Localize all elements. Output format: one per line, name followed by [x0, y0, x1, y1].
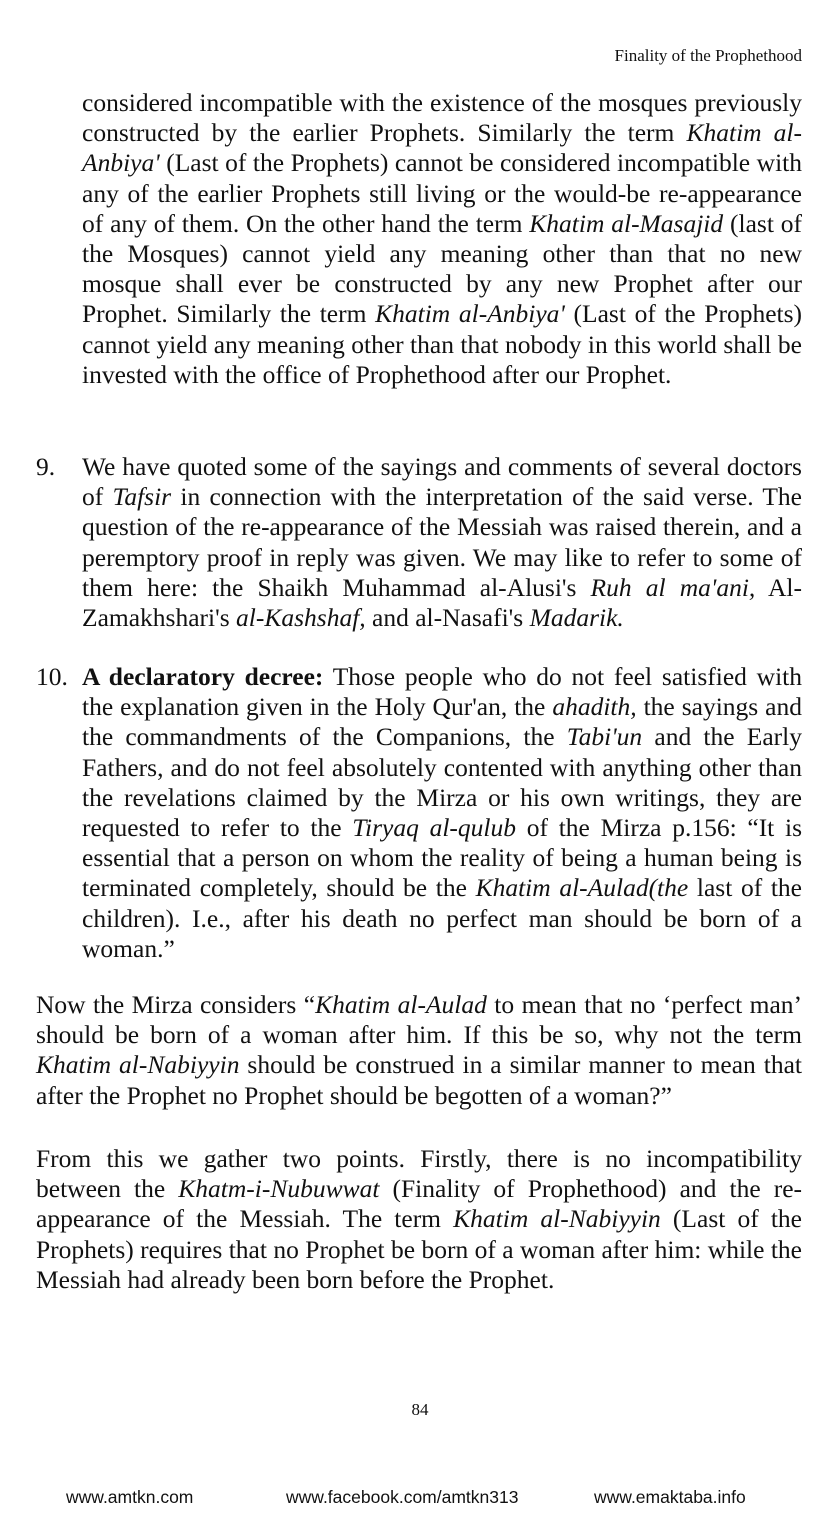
item-10-number: 10.	[36, 662, 68, 691]
running-header: Finality of the Prophethood	[614, 46, 802, 65]
item-9-number: 9.	[36, 452, 56, 481]
item-9-text: We have quoted some of the sayings and comments of several doctors of Tafsir in connection with the interpretation of the said verse. The question of the re-appearance of the Messiah was raised therein, and a peremptory proof in reply was given. We may like to refer to some of them here: the Shaikh Muhammad al-Alusi's Ruh al ma'ani, Al-Zamakhshari's al-Kashshaf, and al-Nasafi's Madarik.	[82, 452, 802, 633]
footer-link-facebook[interactable]: www.facebook.com/amtkn313	[286, 1487, 519, 1507]
two-points-paragraph: From this we gather two points. Firstly, there is no incompatibility between the Khatm-i-Nubuwwat (Finality of Prophethood) and the re-appearance of the Messiah. The term Khatim al-Nabiyyin (Last of the Prophets) requires that no Prophet be born of a woman after him: while the Messiah had already been born before the Prophet.	[36, 1144, 803, 1294]
continued-paragraph: considered incompatible with the existence of the mosques previously constructed by the earlier Prophets. Similarly the term Khatim al-Anbiya' (Last of the Prophets) cannot be considered incompatible with any of the earlier Prophets still living or the would-be re-appearance of any of them. On the other hand the term Khatim al-Masajid (last of the Mosques) cannot yield any meaning other than that no new mosque shall ever be constructed by any new Prophet after our Prophet. Similarly the term Khatim al-Anbiya' (Last of the Prophets) cannot yield any meaning other than that nobody in this world shall be invested with the office of Prophethood after our Prophet.	[82, 88, 803, 389]
footer-link-emaktaba[interactable]: www.emaktaba.info	[594, 1487, 746, 1507]
page-number: 84	[411, 1400, 429, 1419]
footer-link-amtkn[interactable]: www.amtkn.com	[66, 1487, 194, 1507]
mirza-considers-paragraph: Now the Mirza considers “Khatim al-Aulad to mean that no ‘perfect man’ should be born of a woman after him. If this be so, why not the term Khatim al-Nabiyyin should be construed in a similar manner to mean that after the Prophet no Prophet should be begotten of a woman?”	[36, 990, 802, 1110]
item-10-text: A declaratory decree: Those people who do not feel satisfied with the explanation given in the Holy Qur'an, the ahadith, the sayings and the commandments of the Companions, the Tabi'un and the Early Fathers, and do not feel absolutely contented with anything other than the revelations claimed by the Mirza or his own writings, they are requested to refer to the Tiryaq al-qulub of the Mirza p.156: “It is essential that a person on whom the reality of being a human being is terminated completely, should be the Khatim al-Aulad(the last of the children). I.e., after his death no perfect man should be born of a woman.”	[82, 662, 803, 963]
